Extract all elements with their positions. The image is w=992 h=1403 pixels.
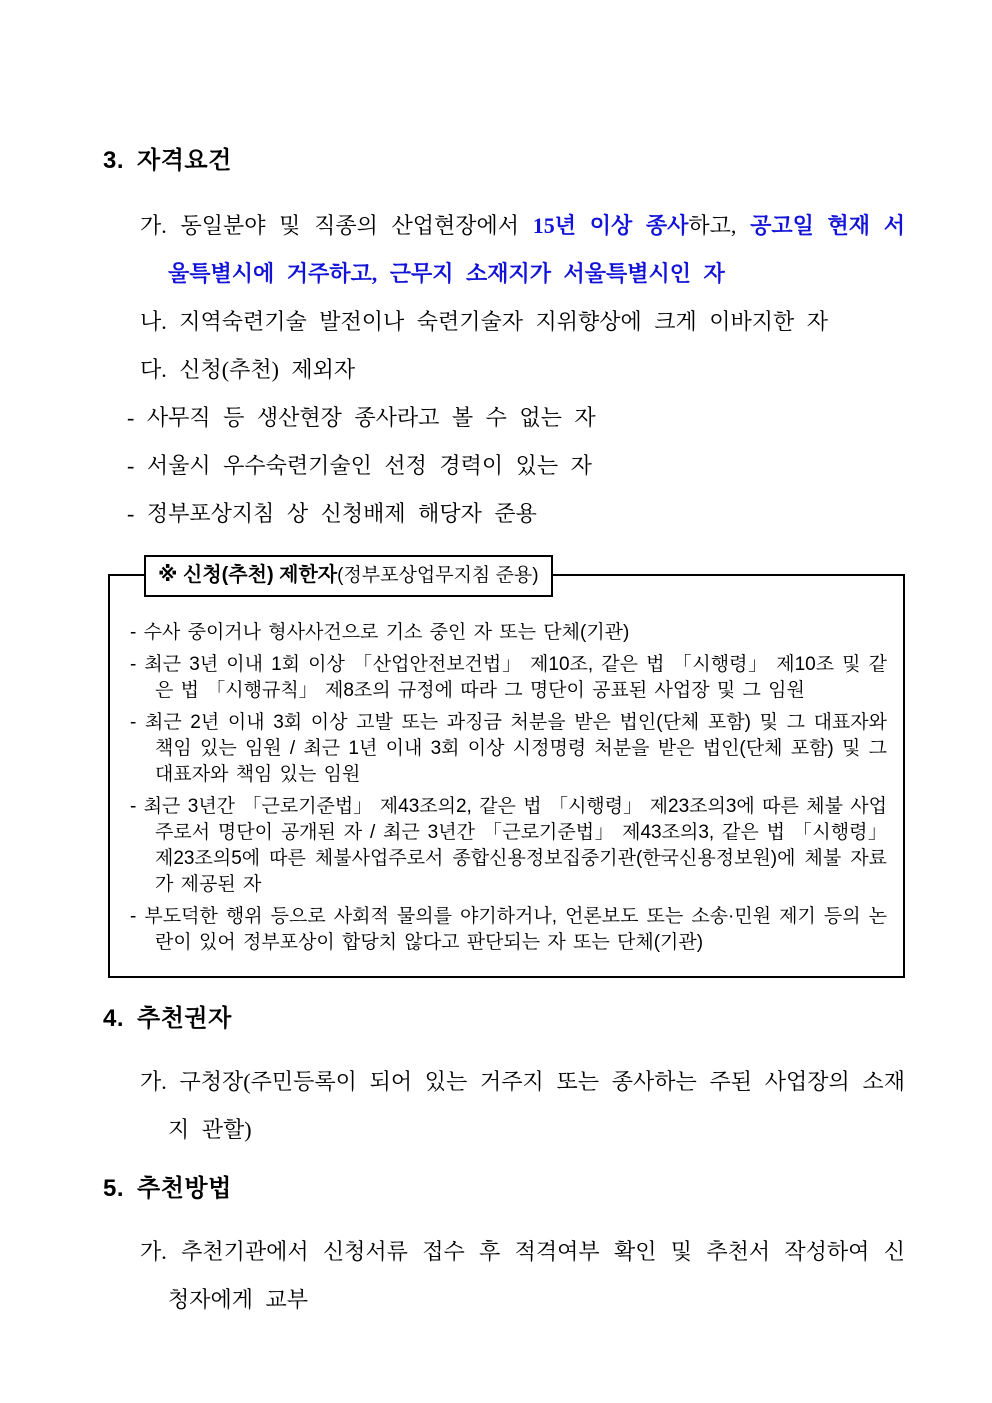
exclusion-item-3: - 정부포상지침 상 신청배제 해당자 준용	[127, 501, 537, 526]
restriction-item-5: - 부도덕한 행위 등으로 사회적 물의를 야기하거나, 언론보도 또는 소송·민원 제기 등의 논란이 있어 정부포상이 합당치 않다고 판단되는 자 또는 단체(기관)	[130, 906, 887, 953]
section-4-title: 추천권자	[137, 1005, 232, 1032]
item-ga-text-1: 가. 동일분야 및 직종의 산업현장에서	[140, 213, 533, 238]
restriction-item-3: - 최근 2년 이내 3회 이상 고발 또는 과징금 처분을 받은 법인(단체 포함) 및 그 대표자와 책임 있는 임원 / 최근 1년 이내 3회 이상 시정명령 처분을 받은 법인(단체 포함) 및 그 대표자와 책임 있는 임원	[130, 712, 887, 785]
item-ga-highlight-1: 15년 이상 종사	[532, 213, 689, 238]
exclusion-item-1: - 사무직 등 생산현장 종사라고 볼 수 없는 자	[127, 405, 596, 430]
exclusion-item-2: - 서울시 우수숙련기술인 선정 경력이 있는 자	[127, 453, 592, 478]
section-3-number: 3.	[103, 147, 125, 174]
section-3-heading	[103, 146, 905, 176]
section-4-heading	[103, 1004, 905, 1034]
item-ga-text-2: 하고,	[688, 213, 751, 238]
section-5-number: 5.	[103, 1175, 125, 1202]
section-3-title: 자격요건	[137, 147, 232, 174]
restriction-item-1: - 수사 중이거나 형사사건으로 기소 중인 자 또는 단체(기관)	[130, 622, 630, 643]
item-ga-highlight-2: 공고일 현재 서울특별시에 거주하고, 근무지 소재지가 서울특별시인 자	[168, 213, 906, 286]
callout-title-normal: (정부포상업무지침 준용)	[337, 565, 539, 586]
callout-title-bold: ※ 신청(추천) 제한자	[158, 564, 338, 586]
section-3-item-da: 다. 신청(추천) 제외자	[140, 357, 356, 382]
section-5-heading	[103, 1174, 905, 1204]
section-5-item-ga: 가. 추천기관에서 신청서류 접수 후 적격여부 확인 및 추천서 작성하여 신청자에게 교부	[140, 1239, 905, 1312]
section-5-title: 추천방법	[137, 1175, 232, 1202]
section-4-item-ga: 가. 구청장(주민등록이 되어 있는 거주지 또는 종사하는 주된 사업장의 소재지 관할)	[140, 1069, 905, 1142]
section-4-number: 4.	[103, 1005, 125, 1032]
restriction-item-4: - 최근 3년간 「근로기준법」 제43조의2, 같은 법 「시행령」 제23조의3에 따른 체불 사업주로서 명단이 공개된 자 / 최근 3년간 「근로기준법」 제43조의3, 같은 법 「시행령」 제23조의5에 따른 체불사업주로서 종합신용정보집중기관(한국신용정보원)에 체불 자료가 제공된 자	[130, 796, 887, 895]
section-3-item-na: 나. 지역숙련기술 발전이나 숙련기술자 지위향상에 크게 이바지한 자	[140, 309, 829, 334]
callout-title	[144, 555, 553, 597]
restriction-callout-box	[108, 564, 905, 978]
section-3-item-ga	[140, 202, 905, 298]
restriction-item-2: - 최근 3년 이내 1회 이상 「산업안전보건법」 제10조, 같은 법 「시행령」 제10조 및 같은 법 「시행규칙」 제8조의 규정에 따라 그 명단이 공표된 사업장 및 그 임원	[130, 654, 887, 701]
